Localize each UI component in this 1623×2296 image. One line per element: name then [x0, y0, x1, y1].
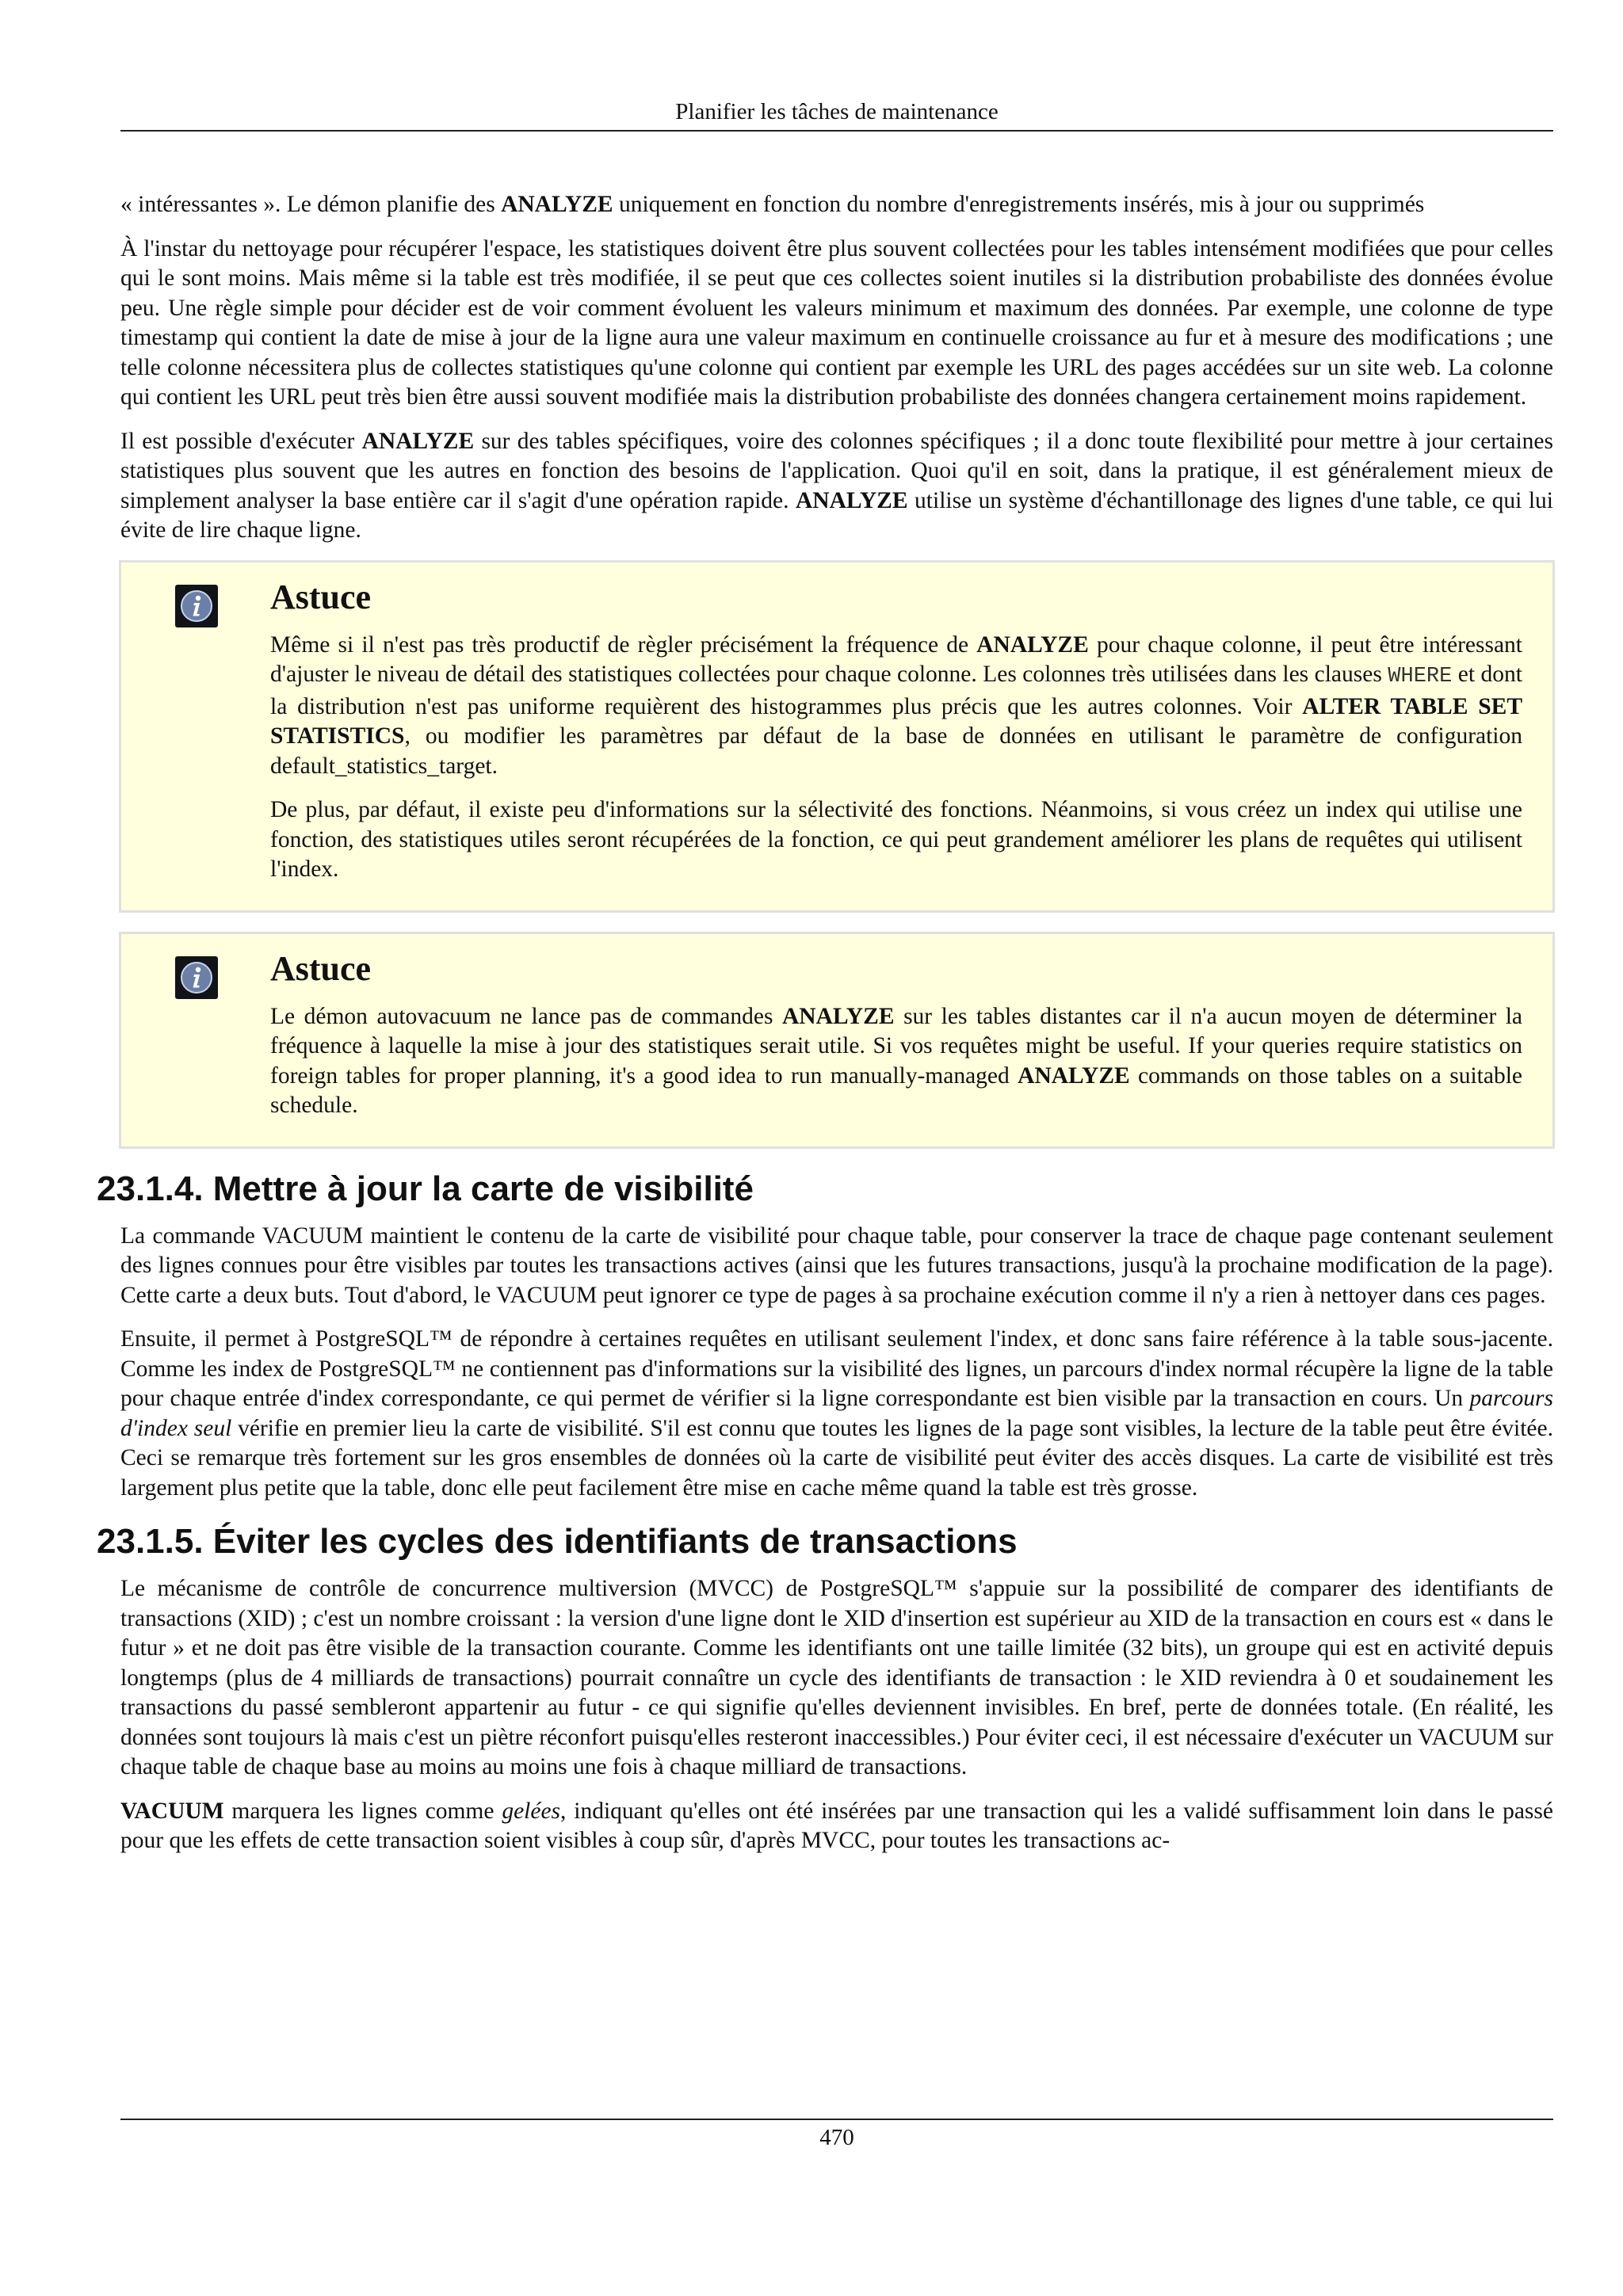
tip-paragraph: De plus, par défaut, il existe peu d'informations sur la sélectivité des fonctions. Néanmoins, si vous créez un index qui utilise une fonction, des statistiques utiles seront récupérées de la fonction, ce qui peut grandement améliorer les plans de requêtes qui utilisent l'index.	[270, 797, 1522, 882]
page-number: 470	[819, 2125, 854, 2150]
paragraph-frozen: VACUUM marquera les lignes comme gelées, indiquant qu'elles ont été insérées par une transaction qui les a validé suffisamment loin dans le passé pour que les effets de cette transaction soient visibles à coup sûr, d'après MVCC, pour toutes les transactions ac-	[120, 1798, 1553, 1853]
paragraph-intro: « intéressantes ». Le démon planifie des ANALYZE uniquement en fonction du nombre d'enregistrements insérés, mis à jour ou supprimés	[120, 192, 1425, 217]
paragraph-mvcc: Le mécanisme de contrôle de concurrence multiversion (MVCC) de PostgreSQL™ s'appuie sur la possibilité de comparer des identifiants de transactions (XID) ; c'est un nombre croissant : la version d'une ligne dont le XID d'insertion est supérieur au XID de la transaction en cours est « dans le futur » et ne doit pas être visible de la transaction courante. Comme les identifiants ont une taille limitée (32 bits), un groupe qui est en activité depuis longtemps (plus de 4 milliards de transactions) pourrait connaître un cycle des identifiants de transaction : le XID reviendra à 0 et soudainement les transactions du passé sembleront appartenir au futur - ce qui signifie qu'elles deviennent invisibles. En bref, perte de données totale. (En réalité, les données sont toujours là mais c'est un piètre réconfort puisqu'elles resteront inaccessibles.) Pour éviter ceci, il est nécessaire d'exécuter un VACUUM sur chaque table de chaque base au moins au moins une fois à chaque milliard de transactions.	[120, 1576, 1553, 1779]
running-header-title: Planifier les tâches de maintenance	[675, 99, 999, 124]
section-heading-xid-wraparound: 23.1.5. Éviter les cycles des identifiants de transactions	[97, 1522, 1018, 1561]
tip-title: Astuce	[270, 948, 372, 988]
tip-box-statistics	[119, 560, 1555, 913]
info-icon	[175, 585, 218, 627]
running-header	[120, 93, 1553, 132]
paragraph-statistics: À l'instar du nettoyage pour récupérer l'espace, les statistiques doivent être plus souvent collectées pour les tables intensément modifiées que pour celles qui le sont moins. Mais même si la table est très modifiée, il se peut que ces collectes soient inutiles si la distribution probabiliste des données évolue peu. Une règle simple pour décider est de voir comment évoluent les valeurs minimum et maximum des données. Par exemple, une colonne de type timestamp qui contient la date de mise à jour de la ligne aura une valeur maximum en continuelle croissance au fur et à mesure des modifications ; une telle colonne nécessitera plus de collectes statistiques qu'une colonne qui contient par exemple les URL des pages accédées sur un site web. La colonne qui contient les URL peut très bien être aussi souvent modifiée mais la distribution probabiliste des données changera certainement moins rapidement.	[120, 235, 1553, 410]
info-icon	[175, 956, 218, 999]
tip-title: Astuce	[270, 577, 372, 616]
tip-box-autovacuum	[119, 932, 1555, 1149]
tip-paragraph: Le démon autovacuum ne lance pas de commandes ANALYZE sur les tables distantes car il n'a aucun moyen de déterminer la fréquence à laquelle la mise à jour des statistiques serait utile. Si vos requêtes might be useful. If your queries require statistics on foreign tables for proper planning, it's a good idea to run manually-managed ANALYZE commands on those tables on a suitable schedule.	[270, 1003, 1522, 1118]
page-footer	[120, 2119, 1553, 2155]
page-body	[97, 190, 1553, 1871]
paragraph-index-only-scan: Ensuite, il permet à PostgreSQL™ de répondre à certaines requêtes en utilisant seulement l'index, et donc sans faire référence à la table sous-jacente. Comme les index de PostgreSQL™ ne contiennent pas d'informations sur la visibilité des lignes, un parcours d'index normal récupère la ligne de la table pour chaque entrée d'index correspondante, ce qui permet de vérifier si la ligne correspondante est bien visible par la transaction en cours. Un parcours d'index seul vérifie en premier lieu la carte de visibilité. S'il est connu que toutes les lignes de la page sont visibles, la lecture de la table peut être évitée. Ceci se remarque très fortement sur les gros ensembles de données où la carte de visibilité peut éviter des accès disques. La carte de visibilité est très largement plus petite que la table, donc elle peut facilement être mise en cache même quand la table est très grosse.	[120, 1326, 1553, 1501]
tip-paragraph: Même si il n'est pas très productif de règler précisément la fréquence de ANALYZE pour chaque colonne, il peut être intéressant d'ajuster le niveau de détail des statistiques collectées pour chaque colonne. Les colonnes très utilisées dans les clauses WHERE et dont la distribution n'est pas uniforme requièrent des histogrammes plus précis que les autres colonnes. Voir ALTER TABLE SET STATISTICS, ou modifier les paramètres par défaut de la base de données en utilisant le paramètre de configuration default_statistics_target.	[270, 631, 1522, 779]
section-heading-visibility-map: 23.1.4. Mettre à jour la carte de visibilité	[97, 1169, 754, 1208]
paragraph-visibility-map: La commande VACUUM maintient le contenu de la carte de visibilité pour chaque table, pour conserver la trace de chaque page contenant seulement des lignes connues pour être visibles par toutes les transactions actives (ainsi que les futures transactions, jusqu'à la prochaine modification de la page). Cette carte a deux buts. Tout d'abord, le VACUUM peut ignorer ce type de pages à sa prochaine exécution comme il n'y a rien à nettoyer dans ces pages.	[120, 1222, 1553, 1308]
paragraph-analyze: Il est possible d'exécuter ANALYZE sur des tables spécifiques, voire des colonnes spécifiques ; il a donc toute flexibilité pour mettre à jour certaines statistiques plus souvent que les autres en fonction des besoins de l'application. Quoi qu'il en soit, dans la pratique, il est généralement mieux de simplement analyser la base entière car il s'agit d'une opération rapide. ANALYZE utilise un système d'échantillonage des lignes d'une table, ce qui lui évite de lire chaque ligne.	[120, 428, 1553, 543]
